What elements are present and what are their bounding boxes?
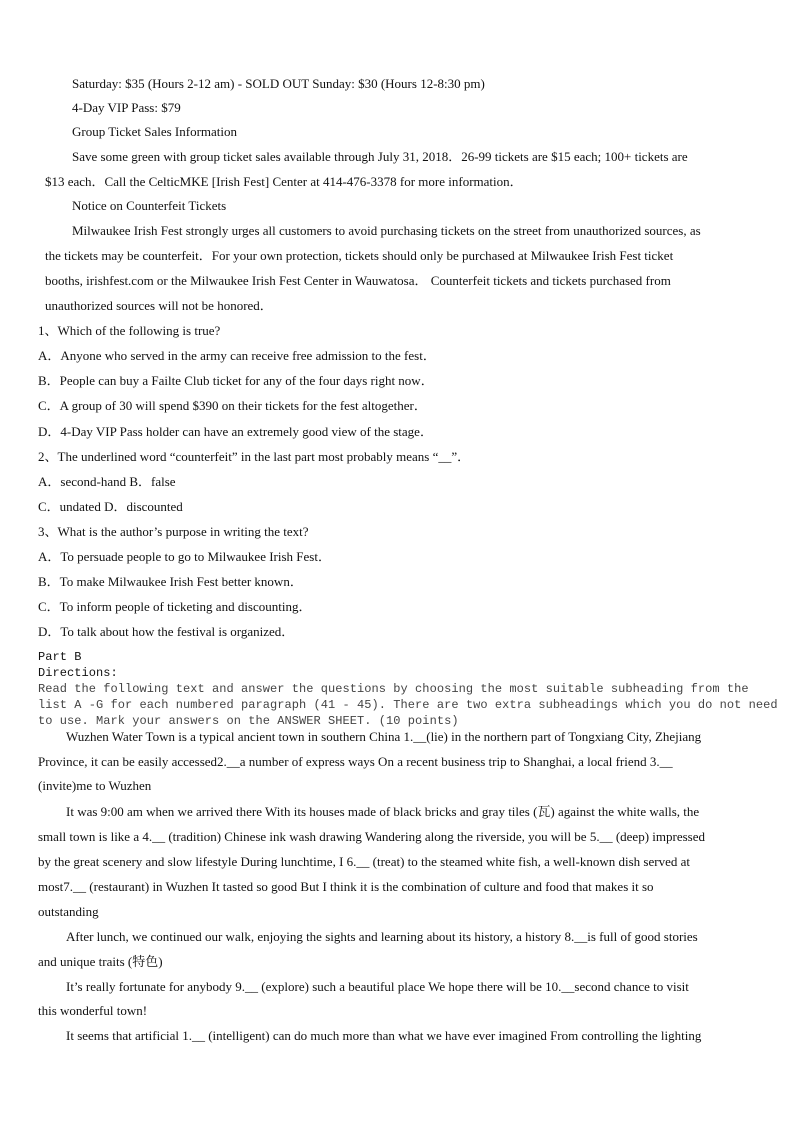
question-option: C．A group of 30 will spend $390 on their tickets for the fest altogether．	[38, 398, 427, 413]
section-heading: Notice on Counterfeit Tickets	[72, 198, 227, 213]
text-line: Save some green with group ticket sales available through July 31, 2018．26-99 tickets are $15 each; 100+ tickets are	[72, 149, 688, 164]
text-line: (invite)me to Wuzhen	[38, 778, 152, 793]
question-stem: 2、The underlined word “counterfeit” in the last part most probably means “__”．	[38, 449, 471, 464]
directions-label: Directions:	[38, 666, 118, 680]
section-heading: Group Ticket Sales Information	[72, 124, 238, 139]
text-line: small town is like a 4.__ (tradition) Chinese ink wash drawing Wandering along the riverside, you will be 5.__ (deep) impressed	[38, 829, 705, 844]
question-stem: 1、Which of the following is true?	[38, 323, 221, 338]
text-line: and unique traits (特色)	[38, 954, 163, 969]
text-line: It was 9:00 am when we arrived there With its houses made of black bricks and gray tiles (瓦) against the white walls, the	[66, 804, 700, 819]
directions-text: to use. Mark your answers on the ANSWER SHEET. (10 points)	[38, 714, 459, 728]
text-line: most7.__ (restaurant) in Wuzhen It tasted so good But I think it is the combination of culture and food that makes it so	[38, 879, 654, 894]
question-option: A．Anyone who served in the army can receive free admission to the fest．	[38, 348, 436, 363]
question-option: A．second-hand B．false	[38, 474, 176, 489]
question-option: C．undated D．discounted	[38, 499, 183, 514]
text-line: Milwaukee Irish Fest strongly urges all customers to avoid purchasing tickets on the street from unauthorized sources, as	[72, 223, 701, 238]
question-stem: 3、What is the author’s purpose in writing the text?	[38, 524, 309, 539]
text-line: booths, irishfest.com or the Milwaukee Irish Fest Center in Wauwatosa． Counterfeit tickets and tickets purchased from	[45, 273, 671, 288]
text-line: outstanding	[38, 904, 99, 919]
directions-text: list A -G for each numbered paragraph (41 - 45). There are two extra subheadings which you do not need	[38, 698, 778, 712]
text-line: After lunch, we continued our walk, enjoying the sights and learning about its history, a history 8.__is full of good stories	[66, 929, 698, 944]
question-option: D．To talk about how the festival is organized．	[38, 624, 295, 639]
question-option: A．To persuade people to go to Milwaukee Irish Fest．	[38, 549, 331, 564]
text-line: It seems that artificial 1.__ (intelligent) can do much more than what we have ever imagined From controlling the lighting	[66, 1028, 702, 1043]
text-line: by the great scenery and slow lifestyle During lunchtime, I 6.__ (treat) to the steamed white fish, a well-known dish served at	[38, 854, 690, 869]
text-line: Province, it can be easily accessed2.__a number of express ways On a recent business trip to Shanghai, a local friend 3.__	[38, 754, 673, 769]
question-option: B．People can buy a Failte Club ticket for any of the four days right now．	[38, 373, 434, 388]
text-line: unauthorized sources will not be honored．	[45, 298, 273, 313]
directions-text: Read the following text and answer the questions by choosing the most suitable subheading from the	[38, 682, 749, 696]
question-option: B．To make Milwaukee Irish Fest better known．	[38, 574, 303, 589]
text-line: It’s really fortunate for anybody 9.__ (explore) such a beautiful place We hope there will be 10.__second chance to visit	[66, 979, 689, 994]
text-line: Saturday: $35 (Hours 2-12 am) - SOLD OUT Sunday: $30 (Hours 12-8:30 pm)	[72, 76, 485, 91]
text-line: $13 each．Call the CelticMKE [Irish Fest] Center at 414-476-3378 for more information．	[45, 174, 523, 189]
text-line: this wonderful town!	[38, 1003, 148, 1018]
part-title: Part B	[38, 650, 82, 664]
text-line: the tickets may be counterfeit．For your own protection, tickets should only be purchased at Milwaukee Irish Fest ticket	[45, 248, 674, 263]
question-option: D．4-Day VIP Pass holder can have an extremely good view of the stage．	[38, 424, 433, 439]
question-option: C．To inform people of ticketing and discounting．	[38, 599, 312, 614]
text-line: Wuzhen Water Town is a typical ancient town in southern China 1.__(lie) in the northern part of Tongxiang City, Zhejiang	[66, 729, 702, 744]
text-line: 4-Day VIP Pass: $79	[72, 100, 181, 115]
